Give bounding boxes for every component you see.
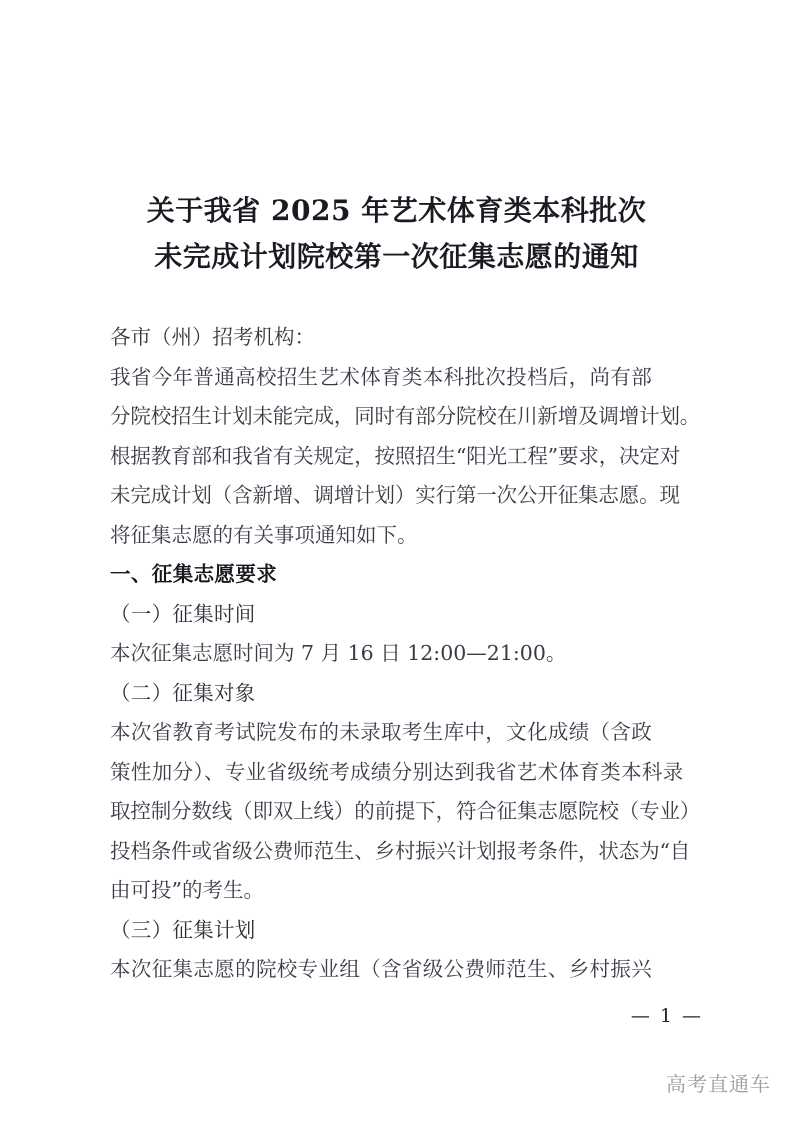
body-line: 本次征集志愿时间为 7 月 16 日 12:00—21:00。	[110, 641, 567, 665]
page-number: — 1 —	[630, 1005, 703, 1027]
body-line: 将征集志愿的有关事项通知如下。	[110, 522, 418, 547]
body-line: 投档条件或省级公费师范生、乡村振兴计划报考条件，状态为“自	[110, 838, 691, 863]
body-line: 策性加分）、专业省级统考成绩分别达到我省艺术体育类本科录	[110, 759, 684, 784]
document-title-line-1: 关于我省 2025 年艺术体育类本科批次	[146, 194, 647, 227]
subsection-heading-1-1: （一）征集时间	[110, 601, 256, 626]
watermark: 高考直通车	[666, 1072, 771, 1096]
body-line: 取控制分数线（即双上线）的前提下，符合征集志愿院校（专业）	[110, 799, 701, 823]
salutation: 各市（州）招考机构：	[110, 325, 315, 349]
body-line: 根据教育部和我省有关规定，按照招生“阳光工程”要求，决定对	[110, 443, 681, 468]
section-heading-1: 一、征集志愿要求	[110, 562, 278, 586]
subsection-heading-1-3: （三）征集计划	[110, 917, 256, 942]
document-title	[0, 188, 793, 280]
body-line: 本次省教育考试院发布的未录取考生库中，文化成绩（含政	[110, 720, 653, 744]
document-title-line-2: 未完成计划院校第一次征集志愿的通知	[154, 240, 639, 273]
document-body	[110, 318, 702, 990]
body-line: 我省今年普通高校招生艺术体育类本科批次投档后，尚有部	[110, 364, 653, 389]
subsection-heading-1-2: （二）征集对象	[110, 680, 256, 705]
body-line: 由可投”的考生。	[110, 878, 264, 902]
body-line: 未完成计划（含新增、调增计划）实行第一次公开征集志愿。现	[110, 483, 680, 507]
body-line: 分院校招生计划未能完成，同时有部分院校在川新增及调增计划。	[110, 404, 701, 428]
body-line: 本次征集志愿的院校专业组（含省级公费师范生、乡村振兴	[110, 957, 653, 981]
